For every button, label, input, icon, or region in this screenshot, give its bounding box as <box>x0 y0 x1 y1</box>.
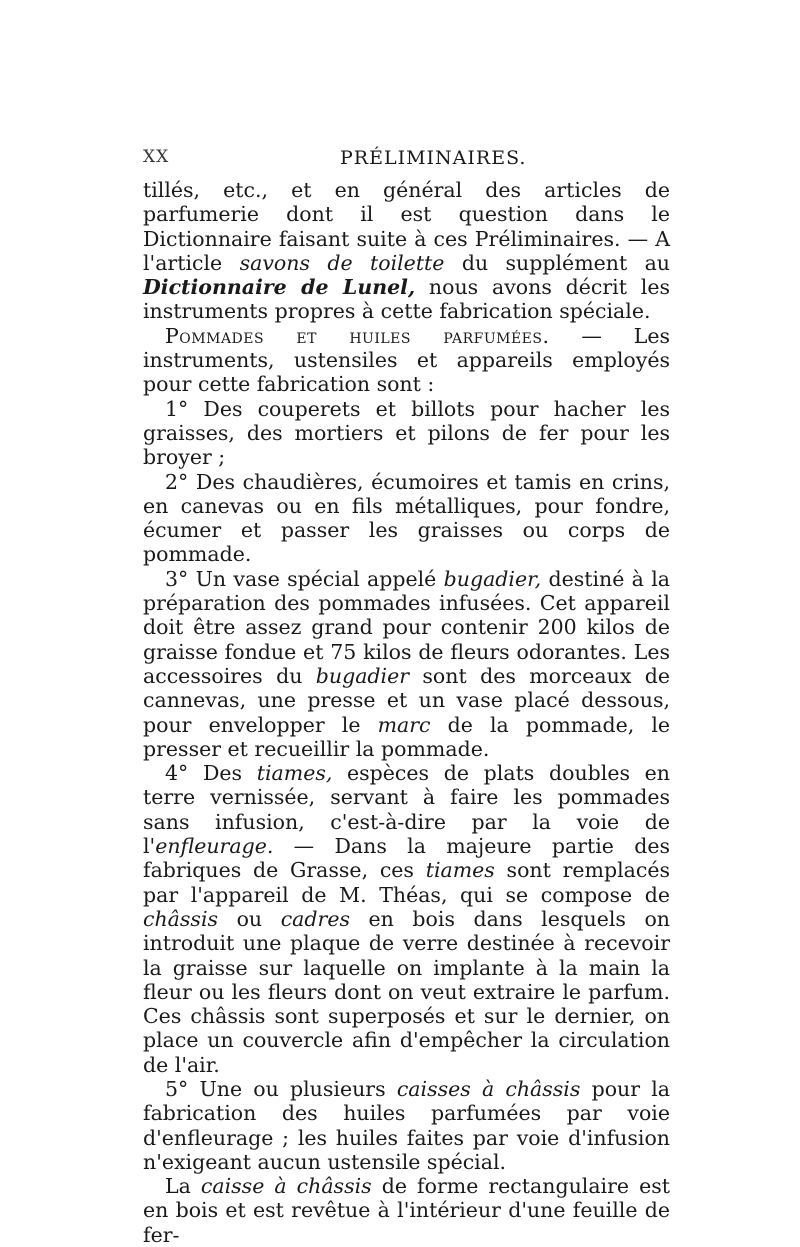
italic-term: tiames, <box>256 761 333 786</box>
page-number: XX <box>143 147 170 167</box>
paragraph-final <box>143 1174 670 1247</box>
italic-term: cadres <box>280 906 350 931</box>
text-run: destiné à la préparation des pommades infusées. Cet appareil doit être assez grand pour contenir 200 kilos de graisse fondue et 75 kilos de fleurs odorantes. Les accessoires du <box>143 566 670 688</box>
text-run: nous avons décrit les instruments propres à cette fabrication spéciale. <box>143 275 670 324</box>
text-run: sont des morceaux de cannevas, une presse et un vase placé dessous, pour envelopper le <box>143 663 670 737</box>
paragraph-item-5 <box>143 1077 670 1174</box>
text-run: 5° Une ou plusieurs <box>165 1076 397 1101</box>
text-run: tillés, etc., et en général des articles de parfumerie dont il est question dans le Dictionnaire faisant suite à ces Préliminaires. — A l'article <box>143 178 670 275</box>
text-run: de forme rectangulaire est en bois et est revêtue à l'intérieur d'une feuille de fer- <box>143 1174 670 1247</box>
body-text <box>143 178 670 1247</box>
text-run: ou <box>218 906 281 931</box>
text-run: — Les instruments, ustensiles et appareils employés pour cette fabrication sont : <box>143 323 670 397</box>
text-run: de la pommade, le presser et recueillir la pommade. <box>143 712 671 761</box>
italic-term: châssis <box>143 906 219 931</box>
book-page <box>143 140 670 1247</box>
paragraph-continuation <box>143 178 670 324</box>
italic-term: bugadier, <box>443 566 542 591</box>
text-run: pour la fabrication des huiles parfumées par voie d'enfleurage ; les huiles faites par voie d'infusion n'exigeant aucun ustensile spécial. <box>143 1076 671 1174</box>
italic-term: savons de toilette <box>239 250 445 275</box>
text-run: 3° Un vase spécial appelé <box>165 566 444 591</box>
paragraph-item-1: 1° Des couperets et billots pour hacher les graisses, des mortiers et pilons de fer pour les broyer ; <box>143 396 670 470</box>
running-title: PRÉLIMINAIRES. <box>340 147 527 169</box>
text-run: sont remplacés par l'appareil de M. Théas, qui se compose de <box>143 858 670 907</box>
text-run: La <box>165 1174 201 1199</box>
italic-term: marc <box>377 712 431 737</box>
running-head <box>143 140 670 170</box>
text-run: 4° Des <box>165 761 257 786</box>
text-run: — Dans la majeure partie des fabriques de Grasse, ces <box>143 834 670 883</box>
italic-term: caisses à châssis <box>396 1076 581 1101</box>
italic-term: bugadier <box>315 663 410 688</box>
italic-term: caisse à châssis <box>200 1174 372 1199</box>
text-run: en bois dans lesquels on introduit une plaque de verre destinée à recevoir la graisse sur laquelle on implante à la main la fleur ou les fleurs dont on veut extraire le parfum. Ces châssis sont superposés et sur le dernier, on place un couvercle afin d'empêcher la circulation de l'air. <box>143 906 670 1077</box>
italic-title: Dictionnaire de Lunel, <box>143 275 416 300</box>
italic-term: tiames <box>425 858 495 883</box>
paragraph-item-2: 2° Des chaudières, écumoires et tamis en crins, en canevas ou en fils métalliques, pour fondre, écumer et passer les graisses ou corps de pommade. <box>143 469 670 567</box>
paragraph-item-3 <box>143 567 670 761</box>
paragraph-section <box>143 324 670 397</box>
text-run: du supplément au <box>444 250 671 275</box>
paragraph-item-4 <box>143 761 670 1077</box>
text-run: espèces de plats doubles en terre vernissée, servant à faire les pommades sans infusion, c'est-à-dire par la voie de l' <box>143 761 670 859</box>
section-heading: Pommades et huiles parfumées. <box>165 323 550 348</box>
italic-term: enfleurage. <box>155 834 274 859</box>
